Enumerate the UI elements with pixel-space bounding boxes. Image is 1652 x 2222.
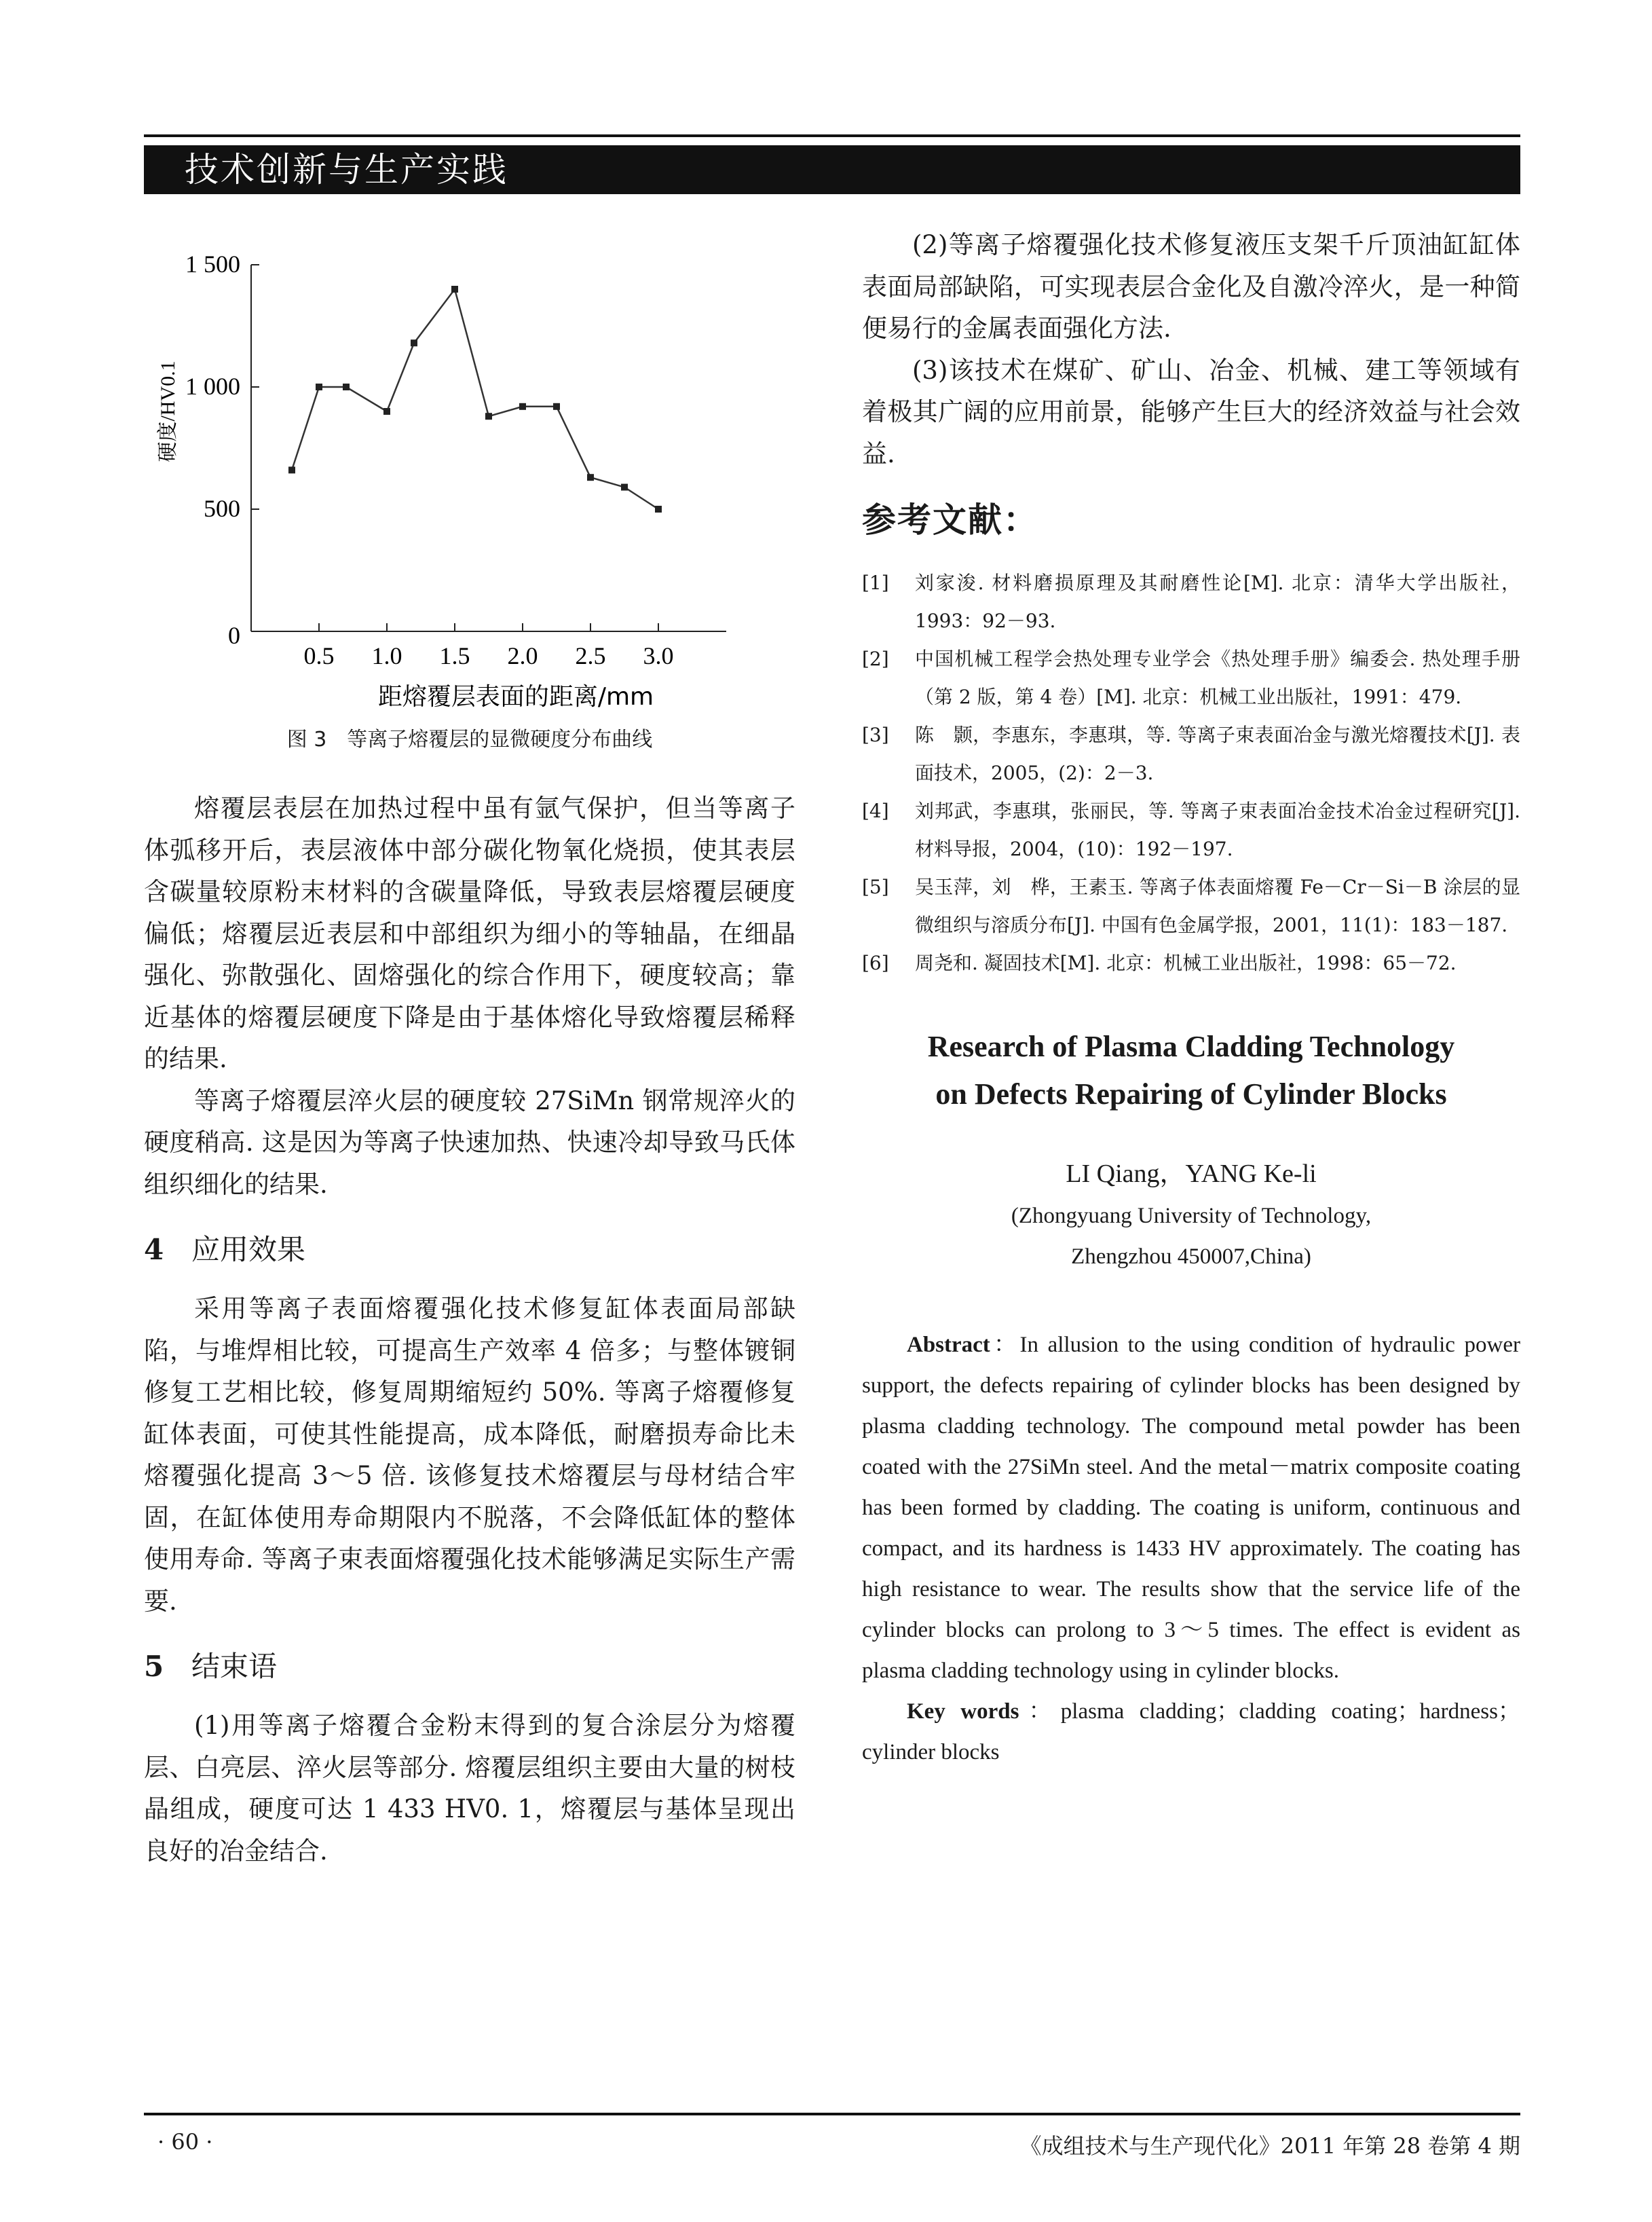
reference-item bbox=[862, 716, 1520, 792]
keywords-text: ：plasma cladding；cladding coating；hardness；cylinder blocks bbox=[862, 1699, 1520, 1764]
data-point bbox=[655, 506, 662, 513]
section-header-bar bbox=[144, 145, 1520, 194]
series-line bbox=[292, 289, 658, 509]
english-title bbox=[862, 1023, 1520, 1118]
reference-item bbox=[862, 792, 1520, 868]
figure-caption: 图 3 等离子熔覆层的显微硬度分布曲线 bbox=[286, 728, 653, 752]
data-point bbox=[485, 413, 492, 420]
right-column bbox=[862, 224, 1520, 1773]
y-tick-label: 500 bbox=[204, 495, 240, 522]
paragraph: 等离子熔覆层淬火层的硬度较 27SiMn 钢常规淬火的硬度稍高. 这是因为等离子快速加热、快速冷却导致马氏体组织细化的结果. bbox=[144, 1086, 795, 1199]
reference-item bbox=[862, 640, 1520, 716]
reference-list bbox=[862, 564, 1520, 982]
paragraph: 采用等离子表面熔覆强化技术修复缸体表面局部缺陷，与堆焊相比较，可提高生产效率 4 倍多；与整体镀铜修复工艺相比较，修复周期缩短约 50%. 等离子熔覆修复缸体表面，可使其性能提高，成本降低，耐磨损寿命比未熔覆强化提高 3～5 倍. 该修复技术熔覆层与母材结合牢固，在缸体使用寿命期限内不脱落，不会降低缸体的整体使用寿命. 等离子束表面熔覆强化技术能够满足实际生产需要. bbox=[144, 1294, 795, 1616]
x-tick-label: 2.5 bbox=[575, 642, 606, 669]
english-authors: LI Qiang，YANG Ke-li bbox=[1066, 1160, 1317, 1188]
data-point bbox=[519, 403, 526, 410]
references-heading: 参考文献： bbox=[862, 500, 1038, 540]
hardness-chart-svg bbox=[144, 224, 795, 713]
x-tick-label: 3.0 bbox=[643, 642, 674, 669]
section-header-title: 技术创新与生产实践 bbox=[185, 150, 508, 189]
reference-text: 刘家浚. 材料磨损原理及其耐磨性论[M]. 北京：清华大学出版社，1993：92－93. bbox=[915, 572, 1520, 632]
paragraph: (1)用等离子熔覆合金粉末得到的复合涂层分为熔覆层、白亮层、淬火层等部分. 熔覆层组织主要由大量的树枝晶组成，硬度可达 1 433 HV0. 1，熔覆层与基体呈现出良好的冶金结合. bbox=[144, 1711, 795, 1866]
reference-number: [1] bbox=[862, 572, 889, 594]
left-column bbox=[144, 224, 795, 1872]
data-point bbox=[383, 408, 390, 415]
x-tick-label: 1.0 bbox=[371, 642, 402, 669]
paragraph: (2)等离子熔覆强化技术修复液压支架千斤顶油缸缸体表面局部缺陷，可实现表层合金化及自激冷淬火，是一种简便易行的金属表面强化方法. bbox=[862, 230, 1520, 343]
x-tick-label: 2.0 bbox=[507, 642, 538, 669]
x-tick-label: 0.5 bbox=[303, 642, 335, 669]
y-tick-label: 1 000 bbox=[185, 373, 240, 400]
data-point bbox=[451, 286, 458, 293]
english-affiliation: (Zhongyuang University of Technology, bbox=[1011, 1204, 1372, 1228]
section-title: 应用效果 bbox=[191, 1233, 306, 1266]
english-affiliation: Zhengzhou 450007,China) bbox=[1071, 1244, 1311, 1269]
data-point bbox=[587, 474, 594, 481]
english-keywords bbox=[862, 1691, 1520, 1773]
section-heading bbox=[144, 1634, 795, 1699]
abstract-text: ：In allusion to the using condition of hydraulic power support, the defects repairing of cylinder blocks has been designed by plasma cladding technology. The compound metal powder has been coated with the 27SiMn steel. And the metal－matrix composite coating has been formed by cladding. The coating is uniform, continuous and compact, and its hardness is 1433 HV approximately. The coating has high resistance to wear. The results show that the service life of the cylinder blocks can prolong to 3～5 times. The effect is evident as plasma cladding technology using in cylinder blocks. bbox=[862, 1333, 1520, 1683]
reference-number: [2] bbox=[862, 648, 889, 670]
x-tick-label: 1.5 bbox=[439, 642, 470, 669]
section-heading bbox=[144, 1217, 795, 1282]
reference-text: 吴玉萍，刘 桦，王素玉. 等离子体表面熔覆 Fe－Cr－Si－B 涂层的显微组织与溶质分布[J]. 中国有色金属学报，2001，11(1)：183－187. bbox=[915, 876, 1520, 936]
reference-number: [3] bbox=[862, 724, 889, 746]
section-title: 结束语 bbox=[191, 1650, 278, 1683]
section-number: 4 bbox=[144, 1233, 164, 1266]
reference-text: 中国机械工程学会热处理专业学会《热处理手册》编委会. 热处理手册（第 2 版，第 4 卷）[M]. 北京：机械工业出版社，1991：479. bbox=[915, 648, 1520, 708]
english-abstract bbox=[862, 1325, 1520, 1691]
english-title-line: on Defects Repairing of Cylinder Blocks bbox=[935, 1077, 1447, 1111]
data-point bbox=[343, 384, 350, 390]
section-number: 5 bbox=[144, 1650, 164, 1683]
reference-number: [6] bbox=[862, 952, 889, 974]
keywords-label: Key words bbox=[907, 1699, 1019, 1724]
data-point bbox=[411, 339, 417, 346]
page-number: · 60 · bbox=[157, 2129, 213, 2155]
reference-number: [5] bbox=[862, 876, 889, 898]
hardness-chart bbox=[144, 224, 795, 713]
journal-info: 《成组技术与生产现代化》2011 年第 28 卷第 4 期 bbox=[1019, 2133, 1520, 2159]
reference-text: 陈 颢，李惠东，李惠琪，等. 等离子束表面冶金与激光熔覆技术[J]. 表面技术，2005，(2)：2－3. bbox=[915, 724, 1520, 784]
english-title-line: Research of Plasma Cladding Technology bbox=[927, 1030, 1455, 1063]
paragraph: 熔覆层表层在加热过程中虽有氩气保护，但当等离子体弧移开后，表层液体中部分碳化物氧化烧损，使其表层含碳量较原粉末材料的含碳量降低，导致表层熔覆层硬度偏低；熔覆层近表层和中部组织为细小的等轴晶，在细晶强化、弥散强化、固熔强化的综合作用下，硬度较高；靠近基体的熔覆层硬度下降是由于基体熔化导致熔覆层稀释的结果. bbox=[144, 794, 795, 1073]
y-axis-label: 硬度/HV0.1 bbox=[157, 360, 179, 462]
reference-text: 刘邦武，李惠琪，张丽民，等. 等离子束表面冶金技术冶金过程研究[J]. 材料导报，2004，(10)：192－197. bbox=[915, 800, 1520, 860]
data-point bbox=[288, 466, 295, 473]
reference-item bbox=[862, 564, 1520, 640]
top-rule bbox=[144, 134, 1520, 137]
data-point bbox=[316, 384, 322, 390]
bottom-rule bbox=[144, 2113, 1520, 2115]
data-point bbox=[621, 484, 628, 491]
reference-number: [4] bbox=[862, 800, 889, 822]
y-tick-label: 1 500 bbox=[185, 251, 240, 278]
reference-item bbox=[862, 868, 1520, 944]
paragraph: (3)该技术在煤矿、矿山、冶金、机械、建工等领域有着极其广阔的应用前景，能够产生巨大的经济效益与社会效益. bbox=[862, 355, 1520, 468]
y-tick-label: 0 bbox=[228, 622, 240, 649]
reference-text: 周尧和. 凝固技术[M]. 北京：机械工业出版社，1998：65－72. bbox=[915, 952, 1457, 974]
abstract-label: Abstract bbox=[907, 1333, 990, 1357]
reference-item bbox=[862, 944, 1520, 982]
x-axis-label: 距熔覆层表面的距离/mm bbox=[377, 683, 654, 711]
data-point bbox=[553, 403, 560, 410]
